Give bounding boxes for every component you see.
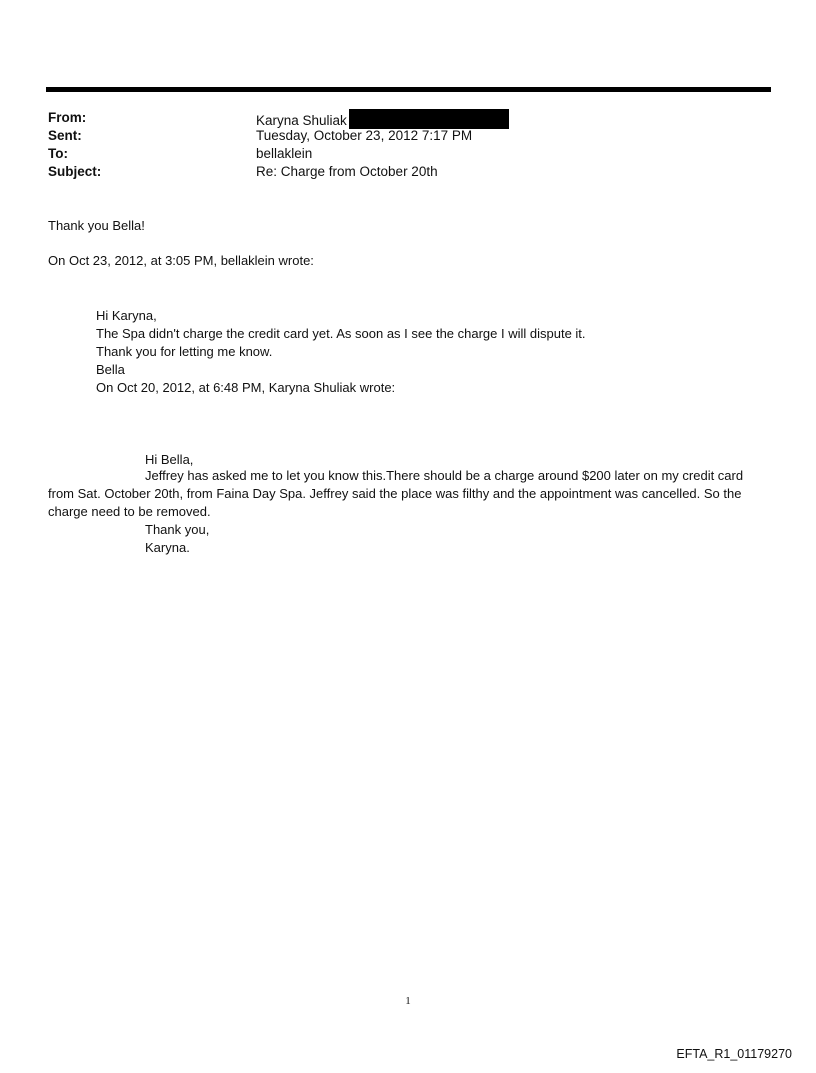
header-rule: [46, 87, 771, 92]
subject-value: Re: Charge from October 20th: [256, 164, 438, 179]
document-id: EFTA_R1_01179270: [676, 1047, 792, 1061]
subject-label: Subject:: [48, 164, 102, 179]
quote2-signature: Karyna.: [145, 540, 190, 555]
quote2-para-line2: from Sat. October 20th, from Faina Day Spa. Jeffrey said the place was filthy and the appointment was cancelled. So the: [48, 486, 742, 501]
from-value: Karyna Shuliak: [256, 113, 347, 128]
redaction-box: [349, 109, 509, 129]
to-label: To:: [48, 146, 68, 161]
quote2-closing: Thank you,: [145, 522, 210, 537]
from-label: From:: [48, 110, 87, 125]
quote1-line: The Spa didn't charge the credit card yet. As soon as I see the charge I will dispute it.: [96, 326, 586, 341]
sent-label: Sent:: [48, 128, 82, 143]
quote2-greeting: Hi Bella,: [145, 452, 194, 467]
quote1-line: Hi Karyna,: [96, 308, 157, 323]
quote2-intro: On Oct 20, 2012, at 6:48 PM, Karyna Shuliak wrote:: [96, 380, 396, 395]
quote1-line: Bella: [96, 362, 125, 377]
page-number: 1: [405, 995, 411, 1007]
quote2-para-line3: charge need to be removed.: [48, 504, 211, 519]
quote1-block: [96, 307, 586, 379]
reply-line: Thank you Bella!: [48, 218, 145, 233]
quote1-line: Thank you for letting me know.: [96, 344, 273, 359]
quote1-intro: On Oct 23, 2012, at 3:05 PM, bellaklein wrote:: [48, 253, 314, 268]
quote2-para-line1: Jeffrey has asked me to let you know this.There should be a charge around $200 later on my credit card: [145, 468, 744, 483]
sent-value: Tuesday, October 23, 2012 7:17 PM: [256, 128, 473, 143]
to-value: bellaklein: [256, 146, 313, 161]
